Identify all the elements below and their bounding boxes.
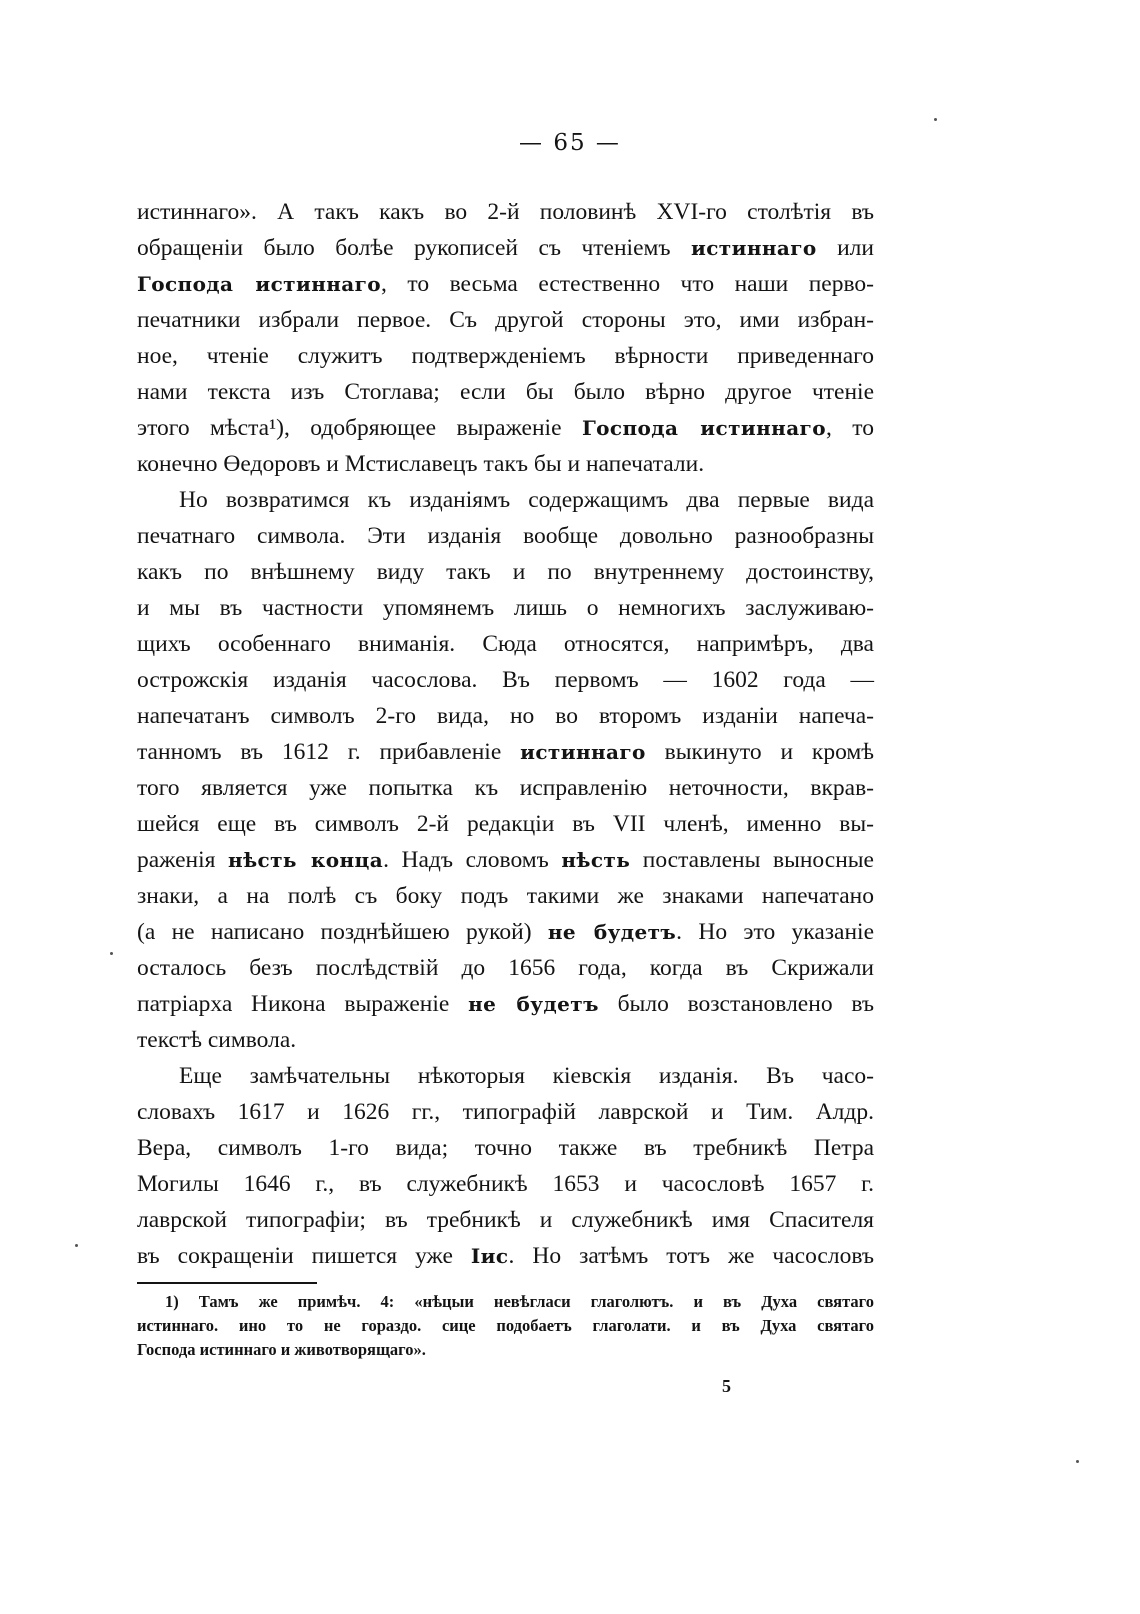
text-line: этого мѣста¹), одобряющее выраженіе Господа истиннаго, то: [137, 415, 874, 441]
text-line: Могилы 1646 г., въ служебникѣ 1653 и часословѣ 1657 г.: [137, 1171, 874, 1197]
footnote-line: Господа истиннаго и животворящаго».: [137, 1340, 426, 1359]
church-slavonic-term: не будетъ: [468, 992, 599, 1016]
text-line: въ сокращеніи пишется уже Іис. Но затѣмъ тотъ же часословъ: [137, 1243, 874, 1269]
text-line: Но возвратимся къ изданіямъ содержащимъ два первые вида: [179, 487, 874, 513]
text-line: раженія нѣсть конца. Надъ словомъ нѣсть поставлены выносные: [137, 847, 874, 873]
text-line: знаки, а на полѣ съ боку подъ такими же знаками напечатано: [137, 883, 874, 909]
footnote-line: 1) Тамъ же примѣч. 4: «нѣцыи невѣгласи глаголютъ. и въ Духа святаго: [165, 1292, 874, 1311]
paper-speck: [110, 952, 113, 955]
text-line: печатники избрали первое. Съ другой стороны это, ими избран-: [137, 307, 874, 333]
text-line: лаврской типографіи; въ требникѣ и служебникѣ имя Спасителя: [137, 1207, 874, 1233]
text-line: Еще замѣчательны нѣкоторыя кіевскія изданія. Въ часо-: [179, 1063, 874, 1089]
footnote-line: истиннаго. ино то не гораздо. сице подобаетъ глаголати. и въ Духа святаго: [137, 1316, 874, 1335]
text-line: текстѣ символа.: [137, 1027, 297, 1053]
text-line: конечно Өедоровъ и Мстиславецъ такъ бы и напечатали.: [137, 451, 705, 477]
text-line: острожскія изданія часослова. Въ первомъ — 1602 года —: [137, 667, 874, 693]
text-line: истиннаго». А такъ какъ во 2-й половинѣ XVI-го столѣтія въ: [137, 199, 874, 225]
text-line: напечатанъ символъ 2-го вида, но во второмъ изданіи напеча-: [137, 703, 874, 729]
text-line: обращеніи было болѣе рукописей съ чтеніемъ истиннаго или: [137, 235, 874, 261]
body-text: [137, 194, 874, 1274]
text-line: Вера, символъ 1-го вида; точно также въ требникѣ Петра: [137, 1135, 874, 1161]
church-slavonic-term: нѣсть: [561, 848, 631, 872]
church-slavonic-term: нѣсть конца: [228, 848, 384, 872]
text-line: печатнаго символа. Эти изданія вообще довольно разнообразны: [137, 523, 874, 549]
text-line: патріарха Никона выраженіе не будетъ было возстановлено въ: [137, 991, 874, 1017]
text-line: (а не написано позднѣйшею рукой) не будетъ. Но это указаніе: [137, 919, 874, 945]
church-slavonic-term: не будетъ: [547, 920, 677, 944]
text-line: того является уже попытка къ исправленію неточности, вкрав-: [137, 775, 874, 801]
paper-speck: [934, 118, 937, 121]
page-number: — 65 —: [519, 130, 621, 156]
text-line: словахъ 1617 и 1626 гг., типографій лаврской и Тим. Алдр.: [137, 1099, 874, 1125]
text-line: осталось безъ послѣдствій до 1656 года, когда въ Скрижали: [137, 955, 874, 981]
footnote-rule: [137, 1282, 317, 1284]
text-line: Господа истиннаго, то весьма естественно что наши перво-: [137, 271, 874, 297]
church-slavonic-term: истиннаго: [690, 236, 817, 260]
paper-speck: [75, 1244, 78, 1247]
text-line: танномъ въ 1612 г. прибавленіе истиннаго выкинуто и кромѣ: [137, 739, 875, 765]
signature-mark: 5: [722, 1376, 731, 1396]
church-slavonic-term: Господа истиннаго: [581, 416, 826, 440]
text-line: нами текста изъ Стоглава; если бы было вѣрно другое чтеніе: [137, 379, 874, 405]
church-slavonic-term: Господа истиннаго: [137, 272, 382, 296]
footnotes: [137, 1290, 874, 1362]
paper-speck: [1076, 1460, 1079, 1463]
church-slavonic-term: Іис: [470, 1244, 509, 1268]
text-line: щихъ особеннаго вниманія. Сюда относятся, напримѣръ, два: [137, 631, 874, 657]
church-slavonic-term: истиннаго: [520, 740, 646, 764]
text-line: шейся еще въ символъ 2-й редакціи въ VII членѣ, именно вы-: [137, 811, 874, 837]
text-line: и мы въ частности упомянемъ лишь о немногихъ заслуживаю-: [137, 595, 874, 621]
text-line: ное, чтеніе служитъ подтвержденіемъ вѣрности приведеннаго: [137, 343, 874, 369]
text-line: какъ по внѣшнему виду такъ и по внутреннему достоинству,: [137, 559, 874, 585]
